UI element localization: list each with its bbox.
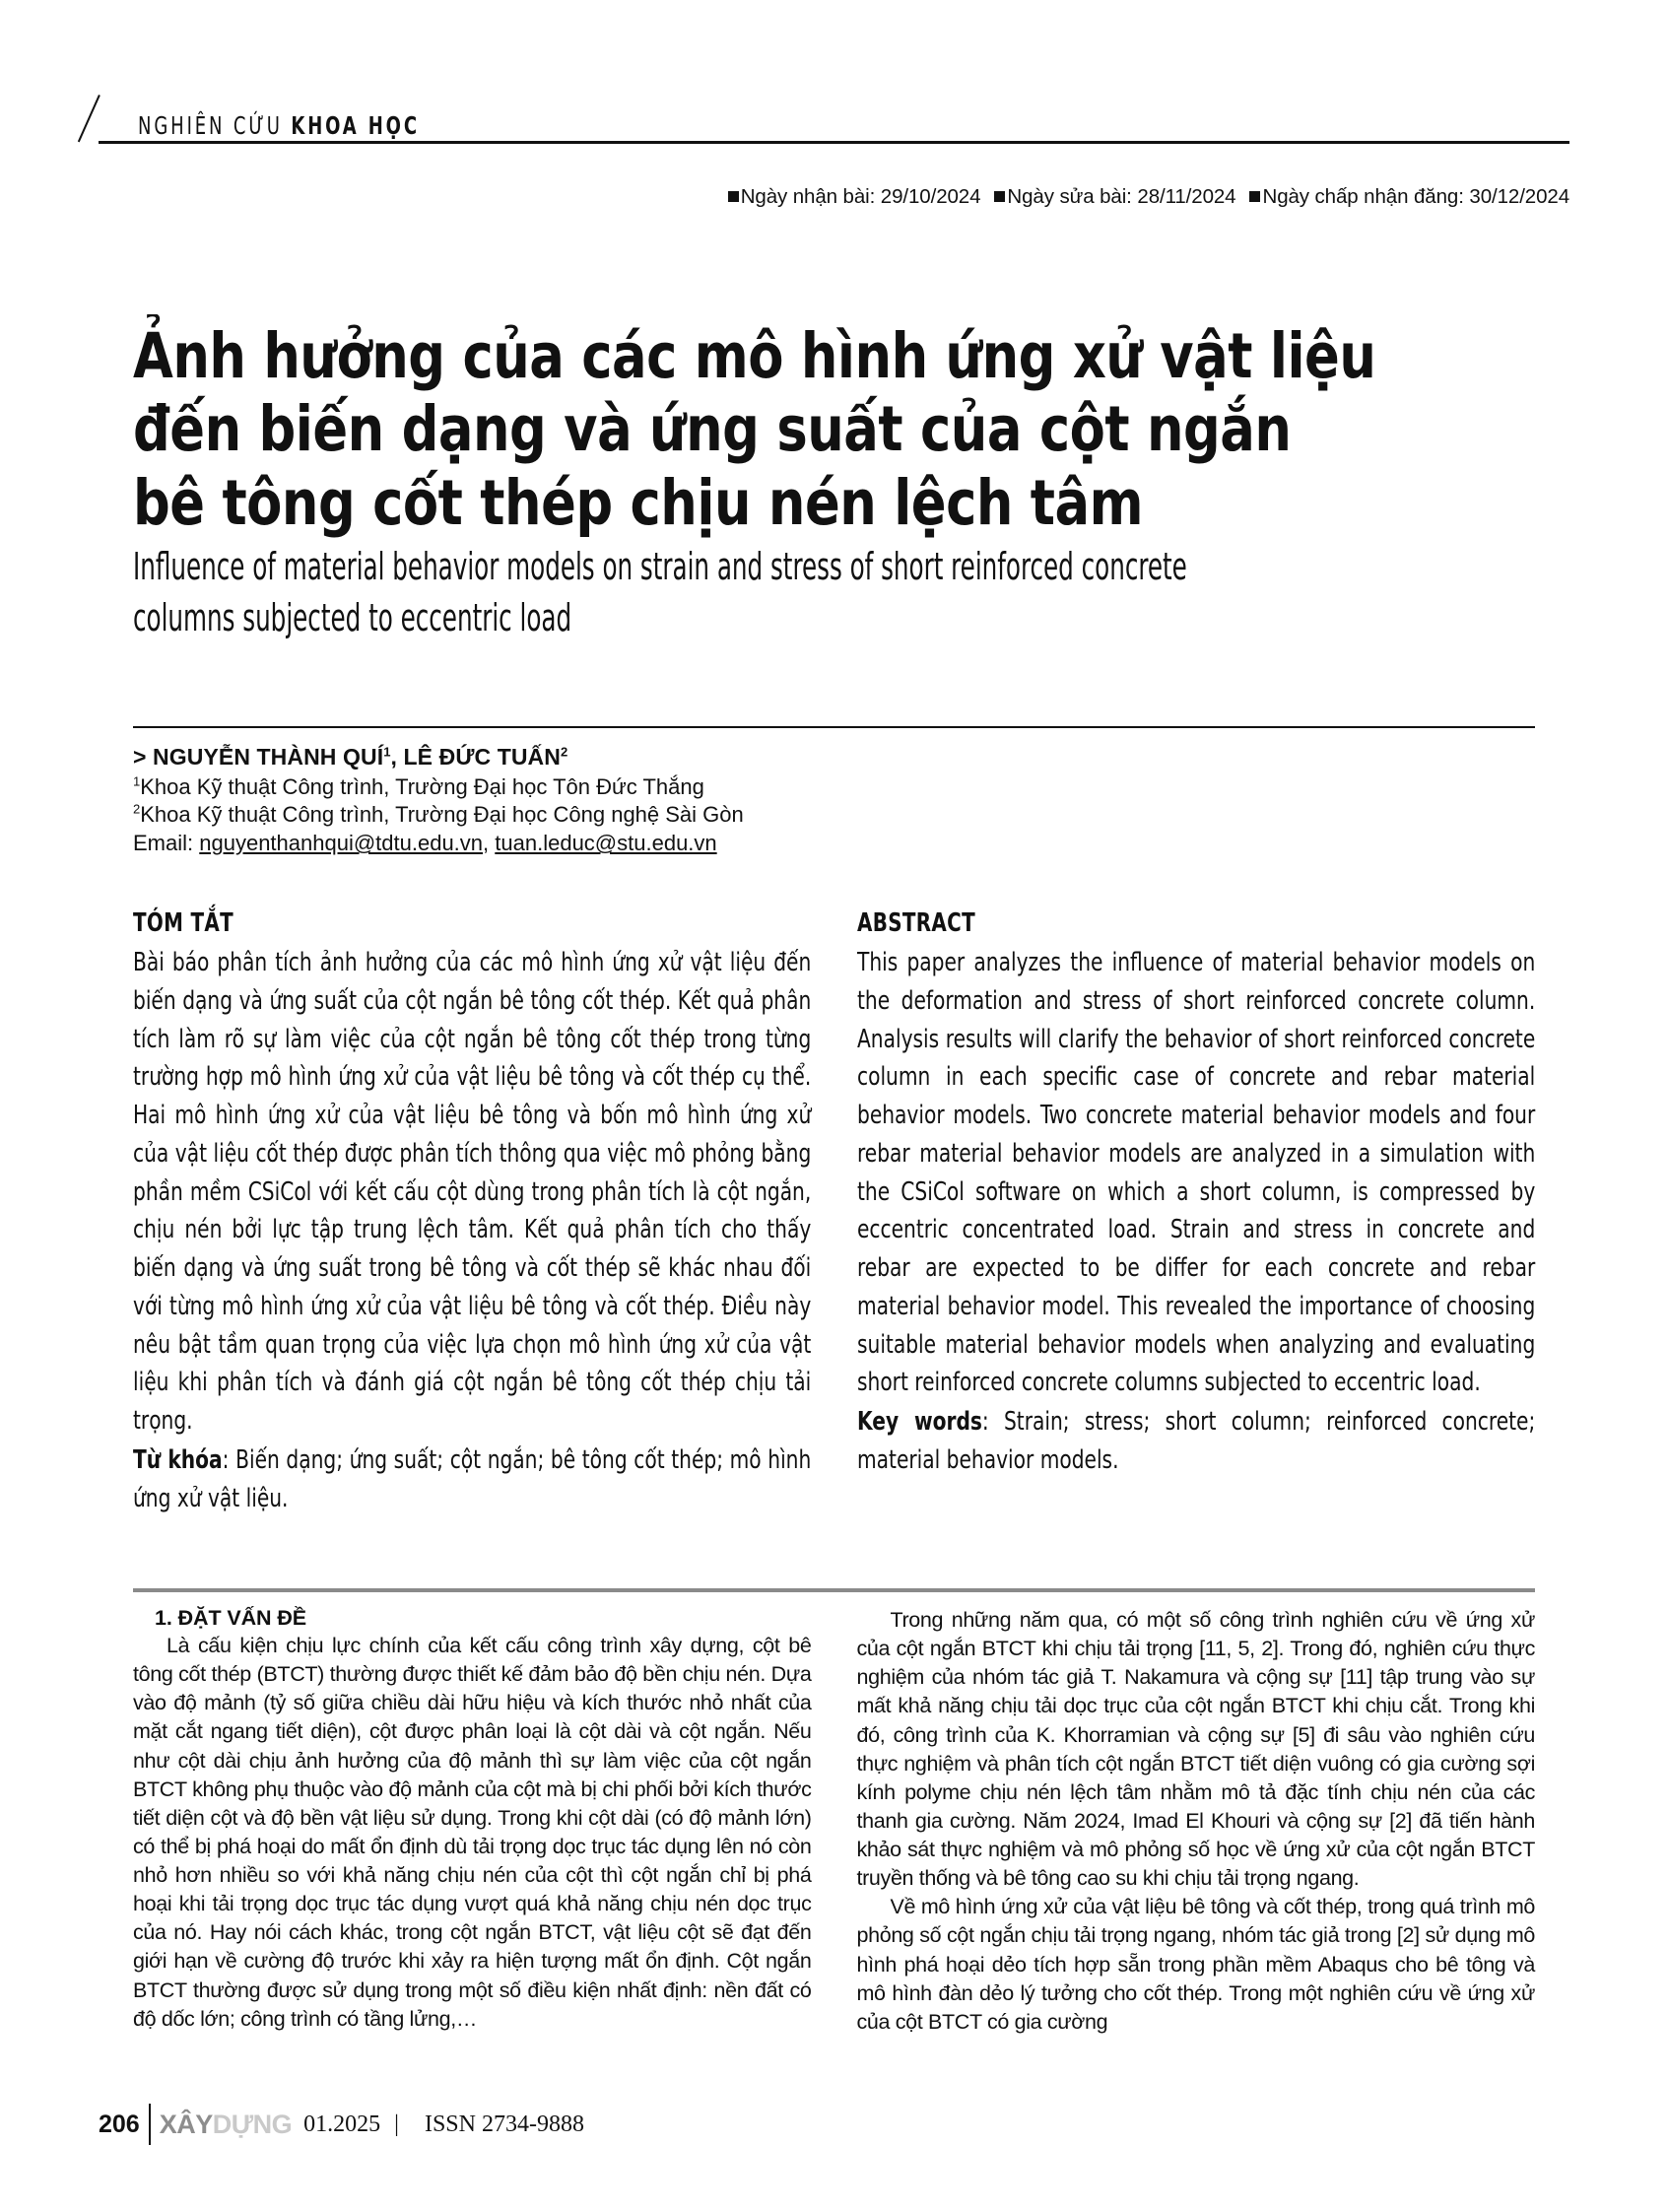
footer-separator: | — [394, 2111, 399, 2137]
journal-logo — [160, 2110, 292, 2140]
page-number: 206 — [99, 2110, 140, 2138]
abstract-vi-body: Bài báo phân tích ảnh hưởng của các mô hình ứng xử vật liệu đến biến dạng và ứng suất của cột ngắn bê tông cốt thép. Kết quả phân tích làm rõ sự làm việc của cột ngắn bê tông cốt thép trong từng trường hợp mô hình ứng xử của vật liệu bê tông và cốt thép cụ thể. Hai mô hình ứng xử của vật liệu bê tông và bốn mô hình ứng xử của vật liệu cốt thép được phân tích thông qua việc mô phỏng bằng phần mềm CSiCol với kết cấu cột dùng trong phân tích là cột ngắn, chịu nén bởi lực tập trung lệch tâm. Kết quả phân tích cho thấy biến dạng và ứng suất trong bê tông và cốt thép sẽ khác nhau đối với từng mô hình ứng xử của vật liệu bê tông và cốt thép. Điều này nêu bật tầm quan trọng của việc lựa chọn mô hình ứng xử của vật liệu khi phân tích và đánh giá cột ngắn bê tông cốt thép chịu tải trọng. — [133, 948, 812, 1436]
journal-logo-part-2: DỰNG — [212, 2109, 293, 2139]
section-1-heading: 1. ĐẶT VẤN ĐỀ — [155, 1606, 306, 1630]
body-column-right — [857, 1606, 1536, 2049]
running-head-text — [138, 113, 420, 138]
section-1-paragraph-3: Về mô hình ứng xử của vật liệu bê tông và cốt thép, trong quá trình mô phỏng số cột ngắn chịu tải trọng ngang, nhóm tác giả trong [2] sử dụng mô hình phá hoại dẻo tích hợp sẵn trong phần mềm Abaqus cho bê tông và mô hình đàn dẻo lý tưởng cho cốt thép. Trong một nghiên cứu về ứng xử của cột BTCT có gia cường — [856, 1895, 1535, 2034]
date-revised-label: Ngày sửa bài: — [1007, 185, 1138, 208]
footer-divider — [149, 2104, 151, 2145]
email-separator: , — [483, 831, 496, 856]
bullet-square-icon — [1249, 191, 1260, 202]
abstract-vi-heading: TÓM TẮT — [133, 908, 234, 938]
affiliation-1-text: Khoa Kỹ thuật Công trình, Trường Đại học Tôn Đức Thắng — [140, 774, 704, 799]
author-names — [133, 744, 1535, 771]
abstract-section — [133, 908, 1535, 1517]
page-footer — [99, 2104, 584, 2145]
bullet-square-icon — [728, 191, 739, 202]
page-title-line-1: Ảnh hưởng của các mô hình ứng xử vật liệu — [133, 320, 1376, 392]
abstract-english — [857, 908, 1536, 1517]
abstract-en-heading: ABSTRACT — [856, 908, 975, 938]
issn: ISSN 2734-9888 — [424, 2111, 584, 2137]
author-name-2: LÊ ĐỨC TUẤN — [403, 744, 561, 770]
email-label: Email: — [133, 831, 200, 856]
abstract-vietnamese — [133, 908, 812, 1517]
title-block — [133, 320, 1535, 642]
keywords-en-label: Key words — [856, 1407, 982, 1437]
email-line — [133, 830, 1535, 858]
keywords-vi — [133, 1441, 811, 1518]
page-subtitle-line-1: Influence of material behavior models on strain and stress of short reinforced concrete — [133, 544, 1187, 588]
author-block — [133, 744, 1535, 858]
page-subtitle-line-2: columns subjected to eccentric load — [133, 596, 572, 640]
page-title-line-3: bê tông cốt thép chịu nén lệch tâm — [133, 466, 1144, 539]
publication-dates — [99, 185, 1569, 209]
body-section — [133, 1606, 1535, 2049]
running-head-bold: KHOA HỌC — [291, 111, 420, 140]
slash-icon — [99, 95, 124, 138]
running-head — [99, 95, 490, 138]
keywords-en-text: : Strain; stress; short column; reinforced concrete; material behavior models. — [856, 1407, 1535, 1475]
author-name-1: NGUYỄN THÀNH QUÍ — [153, 744, 384, 770]
email-link-2[interactable]: tuan.leduc@stu.edu.vn — [495, 831, 717, 856]
date-accepted-label: Ngày chấp nhận đăng: — [1262, 185, 1470, 208]
section-1-paragraph-2: Trong những năm qua, có một số công trình nghiên cứu về ứng xử của cột ngắn BTCT khi chịu tải trọng [11, 5, 2]. Trong đó, nghiên cứu thực nghiệm của nhóm tác giả T. Nakamura và cộng sự [11] tập trung vào sự mất khả năng chịu tải dọc trục của cột ngắn BTCT khi chịu cắt. Trong khi đó, công trình của K. Khorramian và cộng sự [5] đi sâu vào nghiên cứu thực nghiệm và phân tích cột ngắn BTCT tiết diện vuông có gia cường sợi kính polyme chịu nén lệch tâm nhằm mô tả đặc tính chịu nén của các thanh gia cường. Năm 2024, Imad El Khouri và cộng sự [2] đã tiến hành khảo sát thực nghiệm và mô phỏng số học về ứng xử của cột ngắn BTCT truyền thống và bê tông cao su khi chịu tải trọng ngang. — [856, 1608, 1535, 1891]
body-column-left — [133, 1606, 812, 2049]
date-received-value: 29/10/2024 — [880, 185, 981, 208]
affiliation-1 — [133, 773, 1535, 801]
body-divider — [133, 1588, 1535, 1592]
affiliation-2-marker: 2 — [133, 801, 141, 817]
bullet-square-icon — [994, 191, 1005, 202]
issue-number: 01.2025 — [303, 2111, 381, 2137]
title-divider — [133, 726, 1535, 728]
keywords-vi-text: : Biến dạng; ứng suất; cột ngắn; bê tông cốt thép; mô hình ứng xử vật liệu. — [133, 1444, 812, 1513]
date-revised-value: 28/11/2024 — [1137, 185, 1236, 208]
date-received-label: Ngày nhận bài: — [740, 185, 881, 208]
author-name-separator: , — [390, 744, 404, 770]
keywords-vi-label: Từ khóa — [133, 1444, 223, 1475]
email-link-1[interactable]: nguyenthanhqui@tdtu.edu.vn — [199, 831, 484, 856]
running-head-normal: NGHIÊN CỨU — [138, 111, 292, 140]
affiliation-1-marker: 1 — [133, 773, 141, 789]
journal-logo-part-1: XÂY — [159, 2109, 213, 2139]
abstract-en-body: This paper analyzes the influence of material behavior models on the deformation and stress of short reinforced concrete column. Analysis results will clarify the behavior of short reinforced concrete column in each specific case of concrete and rebar material behavior models. Two concrete material behavior models and four rebar material behavior models are analyzed in a simulation with the CSiCol software on which a short column, is compressed by eccentric concentrated load. Strain and stress in concrete and rebar are expected to be differ for each concrete and rebar material behavior model. This revealed the importance of choosing suitable material behavior models when analyzing and evaluating short reinforced concrete columns subjected to eccentric load. — [856, 948, 1535, 1398]
affiliation-2 — [133, 801, 1535, 829]
author-prefix: > — [133, 744, 154, 770]
author-1-affiliation-marker: 1 — [383, 744, 391, 760]
page-title-line-2: đến biến dạng và ứng suất của cột ngắn — [133, 393, 1292, 466]
header-divider — [99, 141, 1569, 144]
keywords-en — [857, 1403, 1535, 1480]
date-accepted-value: 30/12/2024 — [1469, 185, 1569, 208]
author-2-affiliation-marker: 2 — [560, 744, 568, 760]
affiliation-2-text: Khoa Kỹ thuật Công trình, Trường Đại học Công nghệ Sài Gòn — [140, 802, 744, 828]
section-1-paragraph-1: Là cấu kiện chịu lực chính của kết cấu công trình xây dựng, cột bê tông cốt thép (BTCT) thường được thiết kế đảm bảo độ bền chịu nén. Dựa vào độ mảnh (tỷ số giữa chiều dài hữu hiệu và kích thước nhỏ nhất của mặt cắt ngang tiết diện), cột được phân loại là cột dài và cột ngắn. Nếu như cột dài chịu ảnh hưởng của độ mảnh thì sự làm việc của cột ngắn BTCT không phụ thuộc vào độ mảnh của cột mà bị chi phối bởi kích thước tiết diện cột và độ bền vật liệu sử dụng. Trong khi cột dài (có độ mảnh lớn) có thể bị phá hoại do mất ổn định dù tải trọng dọc trục tác dụng lên nó còn nhỏ hơn nhiều so với khả năng chịu nén của cột thì cột ngắn chỉ bị phá hoại khi tải trọng dọc trục tác dụng vượt quá khả năng chịu nén dọc trục của nó. Hay nói cách khác, trong cột ngắn BTCT, vật liệu cột sẽ đạt đến giới hạn về cường độ trước khi xảy ra hiện tượng mất ổn định. Cột ngắn BTCT thường được sử dụng trong một số điều kiện nhất định: nền đất có độ dốc lớn; công trình có tầng lửng,… — [133, 1634, 812, 2031]
